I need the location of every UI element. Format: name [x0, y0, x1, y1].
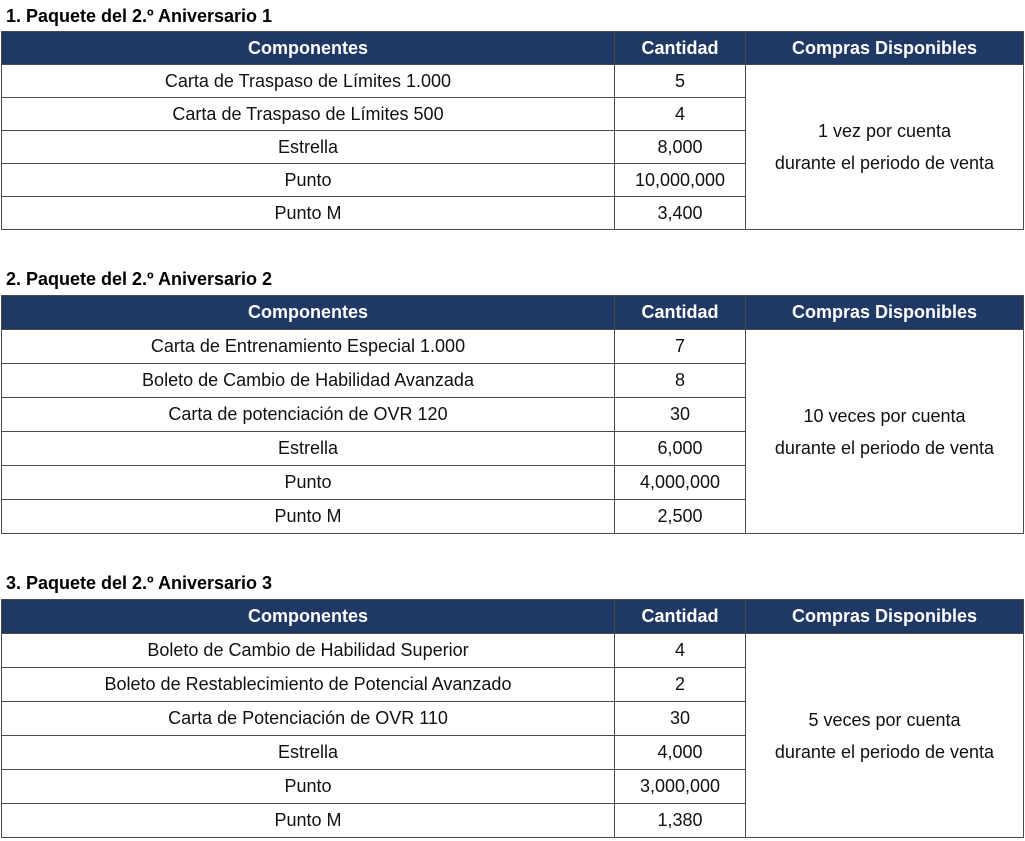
availability-cell [746, 65, 1024, 230]
header-quantity: Cantidad [615, 32, 746, 65]
quantity-cell: 8 [615, 364, 746, 398]
quantity-cell: 5 [615, 65, 746, 98]
availability-line-1: 1 vez por cuenta [817, 121, 952, 141]
availability-line-1: 10 veces por cuenta [803, 405, 966, 426]
quantity-cell: 4 [615, 98, 746, 131]
component-cell: Carta de Traspaso de Límites 1.000 [2, 65, 615, 98]
header-components: Componentes [2, 32, 615, 65]
header-quantity: Cantidad [615, 296, 746, 330]
quantity-cell: 2 [615, 668, 746, 702]
header-availability: Compras Disponibles [746, 296, 1024, 330]
quantity-cell: 8,000 [615, 131, 746, 164]
availability-cell [746, 330, 1024, 534]
component-cell: Punto M [2, 197, 615, 230]
table-row [2, 65, 1024, 98]
section-title: 1. Paquete del 2.º Aniversario 1 [6, 6, 273, 26]
table-header-row [2, 600, 1024, 634]
quantity-cell: 2,500 [615, 500, 746, 534]
package-table [1, 295, 1024, 534]
quantity-cell: 30 [615, 702, 746, 736]
quantity-cell: 30 [615, 398, 746, 432]
component-cell: Carta de Entrenamiento Especial 1.000 [2, 330, 615, 364]
availability-cell [746, 634, 1024, 838]
header-availability: Compras Disponibles [746, 600, 1024, 634]
quantity-cell: 10,000,000 [615, 164, 746, 197]
component-cell: Carta de Traspaso de Límites 500 [2, 98, 615, 131]
component-cell: Boleto de Restablecimiento de Potencial Avanzado [2, 668, 615, 702]
header-availability: Compras Disponibles [746, 32, 1024, 65]
quantity-cell: 7 [615, 330, 746, 364]
component-cell: Boleto de Cambio de Habilidad Avanzada [2, 364, 615, 398]
table-row [2, 330, 1024, 364]
table-header-row [2, 296, 1024, 330]
package-table [1, 599, 1024, 838]
component-cell: Punto [2, 164, 615, 197]
package-table [1, 31, 1024, 230]
quantity-cell: 1,380 [615, 804, 746, 838]
header-components: Componentes [2, 600, 615, 634]
component-cell: Carta de Potenciación de OVR 110 [2, 702, 615, 736]
availability-line-2: durante el periodo de venta [774, 153, 995, 173]
quantity-cell: 4,000 [615, 736, 746, 770]
component-cell: Estrella [2, 131, 615, 164]
table-row [2, 634, 1024, 668]
component-cell: Estrella [2, 432, 615, 466]
quantity-cell: 4,000,000 [615, 466, 746, 500]
header-quantity: Cantidad [615, 600, 746, 634]
quantity-cell: 3,000,000 [615, 770, 746, 804]
quantity-cell: 4 [615, 634, 746, 668]
component-cell: Boleto de Cambio de Habilidad Superior [2, 634, 615, 668]
header-components: Componentes [2, 296, 615, 330]
quantity-cell: 3,400 [615, 197, 746, 230]
availability-line-1: 5 veces por cuenta [808, 709, 961, 730]
availability-line-2: durante el periodo de venta [774, 741, 995, 762]
component-cell: Punto M [2, 804, 615, 838]
section-title: 2. Paquete del 2.º Aniversario 2 [6, 269, 273, 289]
table-header-row [2, 32, 1024, 65]
component-cell: Carta de potenciación de OVR 120 [2, 398, 615, 432]
availability-line-2: durante el periodo de venta [774, 437, 995, 458]
component-cell: Punto [2, 466, 615, 500]
section-title: 3. Paquete del 2.º Aniversario 3 [6, 573, 273, 593]
component-cell: Punto [2, 770, 615, 804]
component-cell: Estrella [2, 736, 615, 770]
quantity-cell: 6,000 [615, 432, 746, 466]
component-cell: Punto M [2, 500, 615, 534]
